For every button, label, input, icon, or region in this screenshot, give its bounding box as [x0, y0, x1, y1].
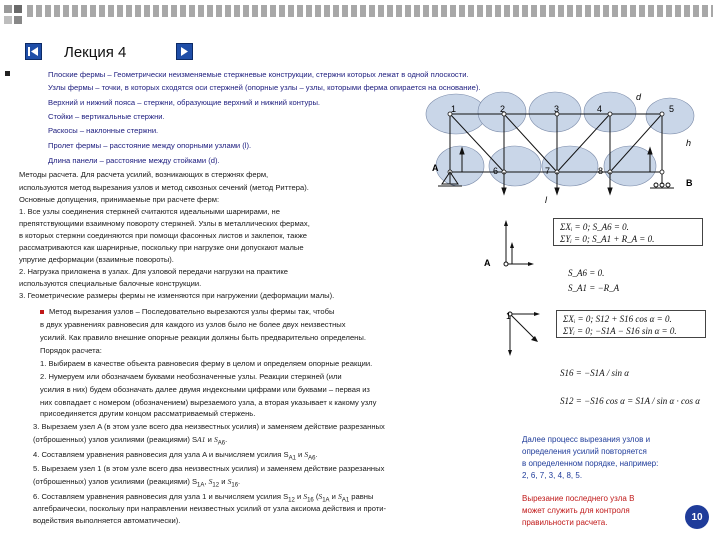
- methods-line: 1. Все узлы соединения стержней считаются идеальными шарнирами, не: [19, 207, 280, 216]
- step-line: (отброшенных) узлов усилиями (реакциями) $S_{1A}$, $S_{12}$ и $S_{16}$.: [33, 477, 241, 489]
- equation: S16 = −S1A / sin α: [560, 368, 629, 378]
- def-line: Стойки – вертикальные стержни.: [48, 112, 165, 121]
- def-line: Плоские фермы – Геометрически неизменяемые стержневые конструкции, стержни которых лежат в одной плоскости.: [48, 70, 469, 79]
- deco-square: [4, 16, 12, 24]
- bullet-icon: [40, 310, 44, 314]
- def-line: Узлы фермы – точки, в которых сходятся оси стержней (опорные узлы – узлы, которыми ферма опирается на основание).: [48, 83, 481, 92]
- dim-label: d: [636, 92, 642, 102]
- dim-label: h: [686, 138, 692, 148]
- method-line: Порядок расчета:: [40, 346, 102, 355]
- step-line: (отброшенных) узлов усилиями (реакциями) SA1 и $S_{A6}$.: [33, 435, 228, 447]
- bullet-icon: [5, 71, 10, 76]
- step-line: 6. Составляем уравнения равновесия для узла 1 и вычисляем усилия $S_{12}$ и $S_{16}$ ($S_{1A}$ и $S_{A1}$ равны: [33, 492, 374, 504]
- node-label: 6: [493, 166, 499, 176]
- equation-box: [556, 310, 706, 338]
- page-number: 10: [685, 505, 709, 529]
- dim-label: l: [545, 195, 547, 205]
- method-line: них совпадает с номером (обозначением) вырезаемого узла, а вторая указывает к какому узлу: [40, 398, 377, 407]
- equation: ΣYᵢ = 0; −S1A − S16 sin α = 0.: [563, 326, 677, 336]
- def-line: Пролет фермы – расстояние между опорными узлами (l).: [48, 141, 252, 150]
- step-line: водействия выполняется автоматически).: [33, 516, 181, 525]
- node-label: 4: [597, 104, 603, 114]
- support-label: A: [432, 163, 439, 173]
- methods-line: 3. Геометрические размеры фермы не изменяются при нагружении (деформации малы).: [19, 291, 335, 300]
- method-line: 1. Выбираем в качестве объекта равновесия ферму в целом и определяем опорные реакции.: [40, 359, 373, 368]
- prev-slide-button[interactable]: [25, 43, 42, 60]
- methods-line: упругие деформации (взаимные повороты).: [19, 255, 174, 264]
- method-line: Метод вырезания узлов – Последовательно вырезаются узлы фермы так, чтобы: [49, 307, 335, 316]
- node-label: 1: [506, 311, 512, 321]
- step-line: 3. Вырезаем узел A (в этом узле всего два неизвестных усилия) и заменяем действие разрезанных: [33, 422, 385, 431]
- node-label: 2: [500, 104, 506, 114]
- note-line: 2, 6, 7, 3, 4, 8, 5.: [522, 471, 583, 480]
- deco-square: [14, 5, 22, 13]
- equation: S_A6 = 0.: [568, 268, 605, 278]
- equation: ΣXᵢ = 0; S_A6 = 0.: [560, 222, 629, 232]
- node-label: 3: [554, 104, 560, 114]
- support-label: A: [484, 258, 491, 268]
- method-line: в двух уравнениях равновесия для каждого из узлов было не более двух неизвестных: [40, 320, 346, 329]
- note-line: может служить для контроля: [522, 506, 630, 515]
- def-line: Длина панели – расстояние между стойками (d).: [48, 156, 220, 165]
- methods-line: препятствующими взаимному повороту стержней. Узлы в металлических фермах,: [19, 219, 310, 228]
- def-line: Раскосы – наклонные стержни.: [48, 126, 159, 135]
- methods-line: используются специальные балочные конструкции.: [19, 279, 202, 288]
- step-line: алгебраически, поскольку при направлении неизвестных усилий от узла аксиома действия и проти-: [33, 504, 387, 513]
- methods-line: Методы расчета. Для расчета усилий, возникающих в стержнях ферм,: [19, 170, 269, 179]
- deco-square: [14, 16, 22, 24]
- methods-line: 2. Нагрузка приложена в узлах. Для узловой передачи нагрузки на практике: [19, 267, 289, 276]
- node-label: 8: [598, 166, 604, 176]
- node-a-freebody: [492, 214, 542, 276]
- node-blob: [542, 146, 598, 186]
- node-label: 1: [451, 104, 457, 114]
- support-label: B: [686, 178, 693, 188]
- method-line: усилия в них) будем обозначать далее двумя индексными цифрами или буквами – первая из: [40, 385, 370, 394]
- note-line: Вырезание последнего узла B: [522, 494, 635, 503]
- equation: ΣYᵢ = 0; S_A1 + R_A = 0.: [560, 234, 655, 244]
- note-line: правильности расчета.: [522, 518, 608, 527]
- node-label: 7: [545, 166, 551, 176]
- method-line: 2. Нумеруем или обозначаем буквами необозначенные узлы. Реакции стержней (или: [40, 372, 342, 381]
- note-line: в определенном порядке, например:: [522, 459, 659, 468]
- header-stripe: [27, 5, 713, 17]
- note-line: Далее процесс вырезания узлов и: [522, 435, 651, 444]
- equation: ΣXᵢ = 0; S12 + S16 cos α = 0.: [563, 314, 672, 324]
- next-icon: [177, 44, 192, 59]
- node-blob: [436, 146, 484, 186]
- prev-icon: [26, 44, 41, 59]
- method-line: усилий. Как правило внешние опорные реакции должны быть предварительно определены.: [40, 333, 366, 342]
- node-label: 5: [669, 104, 675, 114]
- next-slide-button[interactable]: [176, 43, 193, 60]
- page-title: Лекция 4: [64, 44, 127, 61]
- note-line: определения усилий повторяется: [522, 447, 647, 456]
- equation: S_A1 = −R_A: [568, 283, 620, 293]
- method-line: присоединяется другим концом рассматриваемый стержень.: [40, 409, 256, 418]
- equation-box: [553, 218, 703, 246]
- methods-line: рассматриваются как шарнирные, поскольку при нагрузке они допускают малые: [19, 243, 304, 252]
- node-1-freebody: [480, 300, 550, 364]
- deco-square: [4, 5, 12, 13]
- methods-line: используются метод вырезания узлов и метод сквозных сечений (метод Риттера).: [19, 183, 309, 192]
- equation: S12 = −S16 cos α = S1A / sin α · cos α: [560, 396, 700, 406]
- methods-line: в которых стержни соединяются при помощи фасонных листов и заклепок, также: [19, 231, 308, 240]
- def-line: Верхний и нижний пояса – стержни, образующие верхний и нижний контуры.: [48, 98, 321, 107]
- methods-line: Основные допущения, принимаемые при расчете ферм:: [19, 195, 220, 204]
- step-line: 5. Вырезаем узел 1 (в этом узле всего два неизвестных усилия) и заменяем действие разрезанных: [33, 464, 385, 473]
- step-line: 4. Составляем уравнения равновесия для узла A и вычисляем усилия $S_{A1}$ и $S_{A6}$.: [33, 450, 318, 462]
